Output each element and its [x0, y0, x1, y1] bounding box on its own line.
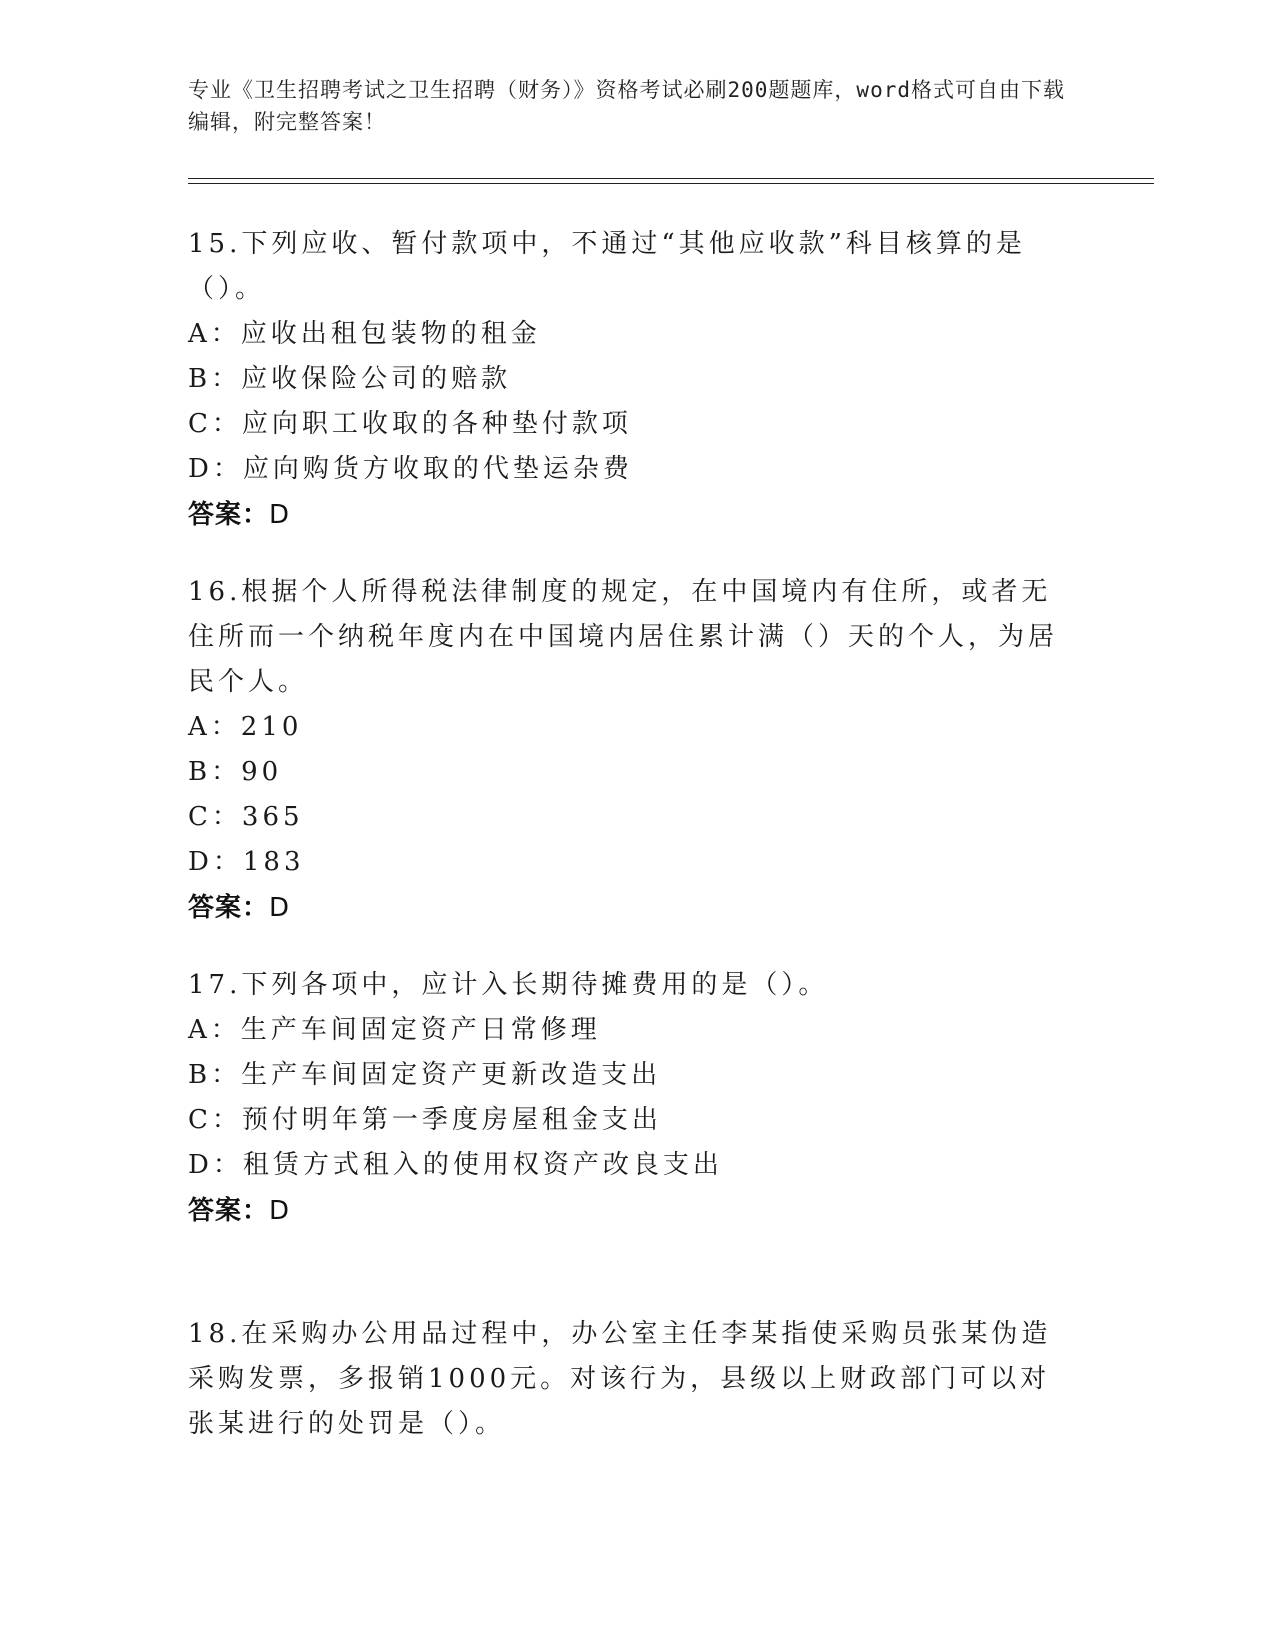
answer-label: 答案：: [188, 893, 270, 923]
option-key: A：: [188, 712, 241, 742]
option-key: D：: [188, 847, 243, 877]
header-rule-bottom: [188, 183, 1154, 184]
option-c: [188, 1098, 1068, 1143]
option-key: C：: [188, 802, 242, 832]
option-text: 210: [240, 712, 303, 742]
answer-label: 答案：: [188, 500, 270, 530]
option-key: B：: [188, 1060, 242, 1090]
option-text: 应收出租包装物的租金: [240, 319, 541, 349]
option-text: 应向职工收取的各种垫付款项: [241, 409, 632, 439]
document-header: 专业《卫生招聘考试之卫生招聘（财务）》资格考试必刷200题题库，word格式可自由下载编辑，附完整答案！: [188, 78, 1065, 134]
option-key: C：: [188, 409, 242, 439]
question-stem: 16.根据个人所得税法律制度的规定，在中国境内有住所，或者无住所而一个纳税年度内在中国境内居住累计满（）天的个人，为居民个人。: [188, 577, 1059, 697]
option-text: 90: [241, 757, 283, 787]
option-key: C：: [188, 1105, 242, 1135]
answer-line: [188, 885, 1068, 931]
option-key: A：: [188, 319, 241, 349]
option-b: [188, 750, 1068, 795]
option-c: [188, 402, 1068, 447]
answer-line: [188, 1188, 1068, 1234]
option-d: [188, 1143, 1068, 1188]
option-text: 183: [242, 847, 305, 877]
question-15: [188, 222, 1068, 538]
option-key: D：: [188, 454, 243, 484]
option-text: 生产车间固定资产更新改造支出: [241, 1060, 662, 1090]
option-text: 365: [241, 802, 304, 832]
option-c: [188, 795, 1068, 840]
option-b: [188, 1053, 1068, 1098]
question-stem: 18.在采购办公用品过程中，办公室主任李某指使采购员张某伪造采购发票，多报销1000元。对该行为，县级以上财政部门可以对张某进行的处罚是（）。: [188, 1319, 1052, 1439]
option-d: [188, 840, 1068, 885]
question-stem: 15.下列应收、暂付款项中，不通过“其他应收款”科目核算的是（）。: [188, 229, 1026, 304]
answer-value: D: [269, 500, 291, 530]
option-a: [188, 312, 1068, 357]
answer-line: [188, 492, 1068, 538]
option-key: D：: [188, 1150, 243, 1180]
answer-value: D: [269, 893, 291, 923]
question-stem: 17.下列各项中，应计入长期待摊费用的是（）。: [188, 970, 829, 1000]
answer-label: 答案：: [188, 1196, 270, 1226]
question-17: [188, 963, 1068, 1234]
option-key: B：: [188, 364, 242, 394]
question-18: [188, 1312, 1068, 1447]
option-text: 应向购货方收取的代垫运杂费: [242, 454, 633, 484]
answer-value: D: [269, 1196, 291, 1226]
option-d: [188, 447, 1068, 492]
option-text: 生产车间固定资产日常修理: [240, 1015, 601, 1045]
option-b: [188, 357, 1068, 402]
option-key: A：: [188, 1015, 241, 1045]
header-rule-top: [188, 178, 1154, 179]
option-text: 租赁方式租入的使用权资产改良支出: [242, 1150, 723, 1180]
option-a: [188, 1008, 1068, 1053]
option-text: 预付明年第一季度房屋租金支出: [241, 1105, 662, 1135]
question-16: [188, 570, 1068, 931]
option-key: B：: [188, 757, 242, 787]
option-text: 应收保险公司的赔款: [241, 364, 512, 394]
option-a: [188, 705, 1068, 750]
